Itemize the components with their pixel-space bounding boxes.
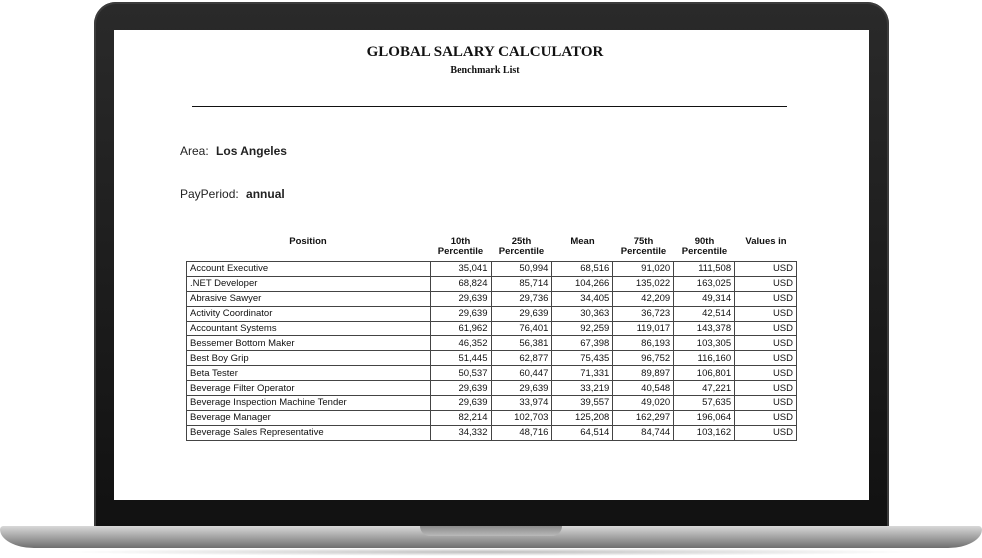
cell-mean: 64,514 (552, 425, 613, 440)
cell-mean: 75,435 (552, 351, 613, 366)
cell-currency: USD (735, 321, 797, 336)
cell-p90: 49,314 (674, 291, 735, 306)
cell-p75: 84,744 (613, 425, 674, 440)
cell-currency: USD (735, 351, 797, 366)
table-row (187, 381, 797, 396)
header-position: Position (289, 236, 327, 247)
cell-position: Activity Coordinator (187, 306, 431, 321)
cell-p75: 96,752 (613, 351, 674, 366)
cell-p10: 82,214 (430, 410, 491, 425)
area-field (180, 144, 287, 158)
cell-p75: 42,209 (613, 291, 674, 306)
cell-position: Bessemer Bottom Maker (187, 336, 431, 351)
table-row (187, 336, 797, 351)
cell-p90: 103,162 (674, 425, 735, 440)
table-row (187, 306, 797, 321)
cell-p25: 62,877 (491, 351, 552, 366)
table-row (187, 291, 797, 306)
table-header (186, 237, 797, 261)
cell-currency: USD (735, 366, 797, 381)
cell-p90: 196,064 (674, 410, 735, 425)
cell-p90: 111,508 (674, 262, 735, 277)
cell-p10: 29,639 (430, 396, 491, 411)
cell-p10: 46,352 (430, 336, 491, 351)
laptop-notch (420, 526, 562, 536)
salary-table (186, 261, 797, 441)
cell-position: Beverage Filter Operator (187, 381, 431, 396)
cell-p75: 135,022 (613, 276, 674, 291)
cell-p10: 34,332 (430, 425, 491, 440)
cell-p75: 40,548 (613, 381, 674, 396)
cell-position: Beta Tester (187, 366, 431, 381)
cell-p75: 89,897 (613, 366, 674, 381)
area-value: Los Angeles (216, 144, 287, 158)
table-row (187, 396, 797, 411)
document-title: GLOBAL SALARY CALCULATOR (366, 44, 604, 60)
cell-p75: 36,723 (613, 306, 674, 321)
cell-currency: USD (735, 306, 797, 321)
cell-mean: 71,331 (552, 366, 613, 381)
cell-mean: 104,266 (552, 276, 613, 291)
cell-p10: 29,639 (430, 381, 491, 396)
cell-p75: 86,193 (613, 336, 674, 351)
document-subtitle: Benchmark List (450, 65, 520, 76)
cell-currency: USD (735, 381, 797, 396)
cell-position: .NET Developer (187, 276, 431, 291)
cell-p10: 68,824 (430, 276, 491, 291)
cell-currency: USD (735, 410, 797, 425)
cell-position: Account Executive (187, 262, 431, 277)
cell-p90: 116,160 (674, 351, 735, 366)
pay-period-label: PayPeriod: (180, 187, 239, 201)
cell-position: Beverage Inspection Machine Tender (187, 396, 431, 411)
laptop-shadow (60, 548, 922, 556)
cell-p25: 102,703 (491, 410, 552, 425)
table-row (187, 321, 797, 336)
cell-p25: 29,639 (491, 306, 552, 321)
header-mean: Mean (570, 236, 595, 247)
header-p25: 25th Percentile (498, 236, 545, 257)
pay-period-field (180, 187, 285, 201)
header-p75: 75th Percentile (620, 236, 667, 257)
cell-p75: 162,297 (613, 410, 674, 425)
cell-position: Abrasive Sawyer (187, 291, 431, 306)
cell-p10: 29,639 (430, 291, 491, 306)
cell-mean: 67,398 (552, 336, 613, 351)
cell-currency: USD (735, 425, 797, 440)
cell-p10: 61,962 (430, 321, 491, 336)
laptop-base (0, 526, 982, 548)
cell-p25: 33,974 (491, 396, 552, 411)
header-p10: 10th Percentile (437, 236, 484, 257)
area-label: Area: (180, 144, 209, 158)
cell-p90: 103,305 (674, 336, 735, 351)
cell-p75: 49,020 (613, 396, 674, 411)
cell-currency: USD (735, 336, 797, 351)
header-divider (192, 106, 787, 107)
cell-p90: 106,801 (674, 366, 735, 381)
cell-mean: 39,557 (552, 396, 613, 411)
cell-position: Accountant Systems (187, 321, 431, 336)
table-row (187, 425, 797, 440)
cell-p90: 47,221 (674, 381, 735, 396)
cell-currency: USD (735, 262, 797, 277)
cell-mean: 30,363 (552, 306, 613, 321)
cell-p75: 91,020 (613, 262, 674, 277)
cell-p25: 29,736 (491, 291, 552, 306)
cell-p25: 56,381 (491, 336, 552, 351)
laptop-lid (94, 2, 889, 530)
cell-p25: 60,447 (491, 366, 552, 381)
cell-p10: 35,041 (430, 262, 491, 277)
cell-p10: 50,537 (430, 366, 491, 381)
cell-currency: USD (735, 276, 797, 291)
cell-p25: 29,639 (491, 381, 552, 396)
cell-p75: 119,017 (613, 321, 674, 336)
cell-position: Beverage Sales Representative (187, 425, 431, 440)
cell-p25: 48,716 (491, 425, 552, 440)
cell-currency: USD (735, 291, 797, 306)
cell-mean: 33,219 (552, 381, 613, 396)
cell-p25: 85,714 (491, 276, 552, 291)
header-currency: Values in (745, 236, 787, 247)
cell-mean: 125,208 (552, 410, 613, 425)
table-row (187, 262, 797, 277)
laptop-screen (114, 30, 869, 500)
header-p90: 90th Percentile (681, 236, 728, 257)
table-row (187, 410, 797, 425)
cell-mean: 34,405 (552, 291, 613, 306)
pay-period-value: annual (246, 187, 285, 201)
table-row (187, 366, 797, 381)
cell-position: Beverage Manager (187, 410, 431, 425)
cell-p10: 51,445 (430, 351, 491, 366)
cell-p90: 163,025 (674, 276, 735, 291)
table-row (187, 351, 797, 366)
cell-mean: 92,259 (552, 321, 613, 336)
cell-currency: USD (735, 396, 797, 411)
cell-p90: 42,514 (674, 306, 735, 321)
cell-p90: 143,378 (674, 321, 735, 336)
cell-position: Best Boy Grip (187, 351, 431, 366)
cell-p25: 50,994 (491, 262, 552, 277)
cell-p25: 76,401 (491, 321, 552, 336)
cell-mean: 68,516 (552, 262, 613, 277)
table-row (187, 276, 797, 291)
cell-p10: 29,639 (430, 306, 491, 321)
cell-p90: 57,635 (674, 396, 735, 411)
